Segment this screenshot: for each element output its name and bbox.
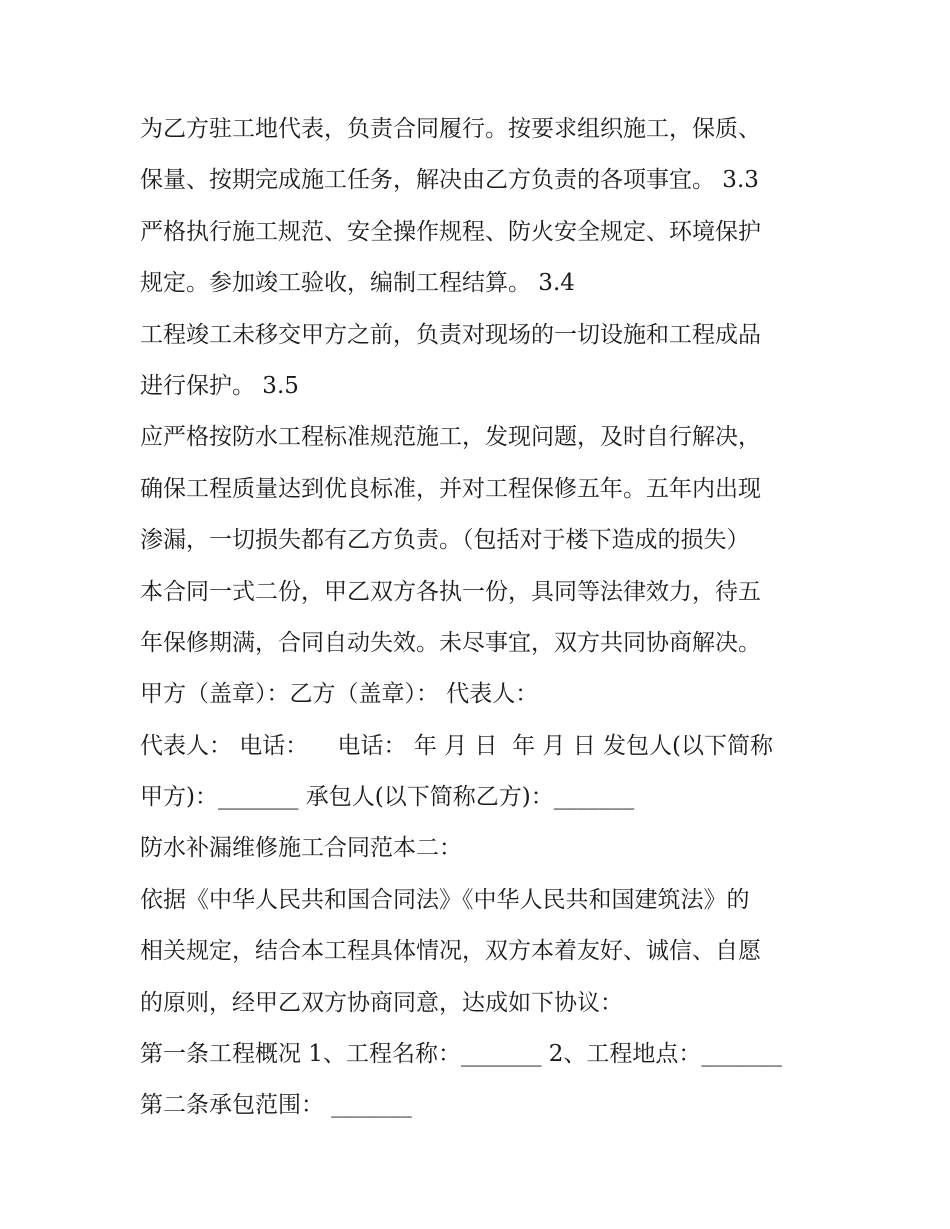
signature-line: 甲方（盖章）：乙方（盖章）： 代表人： (140, 681, 539, 708)
text-line: 相关规定，结合本工程具体情况，双方本着友好、诚信、自愿 (140, 938, 761, 965)
text-line: 的原则，经甲乙双方协商同意，达成如下协议： (140, 989, 623, 1016)
text-line: 为乙方驻工地代表，负责合同履行。按要求组织施工，保质、 (140, 116, 761, 142)
text-line: 本合同一式二份，甲乙双方各执一份，具同等法律效力，待五 (140, 578, 761, 605)
text-line: 应严格按防水工程标准规范施工，发现问题，及时自行解决， (140, 424, 761, 451)
text-line: 进行保护。 3.5 (140, 372, 299, 399)
text-line: 依据《中华人民共和国合同法》《中华人民共和国建筑法》的 (140, 886, 750, 913)
section-title: 防水补漏维修施工合同范本二： (140, 835, 462, 862)
text-line: 年保修期满，合同自动失效。未尽事宜，双方共同协商解决。 (140, 629, 761, 656)
text-line: 工程竣工未移交甲方之前，负责对现场的一切设施和工程成品 (140, 321, 761, 348)
text-line: 规定。参加竣工验收，编制工程结算。 3.4 (140, 270, 575, 297)
party-line: 甲方)：_______ 承包人(以下简称乙方)：_______ (140, 784, 635, 811)
text-line: 保量、按期完成施工任务，解决由乙方负责的各项事宜。 3.3 (140, 167, 759, 194)
article-line: 第二条承包范围： _______ (140, 1092, 412, 1119)
text-line: 确保工程质量达到优良标准，并对工程保修五年。五年内出现 (140, 475, 761, 502)
contract-text (140, 104, 820, 1132)
representative-line: 代表人： 电话： 电话： 年 月 日 年 月 日 发包人(以下简称 (140, 732, 774, 759)
text-line: 严格执行施工规范、安全操作规程、防火安全规定、环境保护 (140, 218, 761, 245)
article-line: 第一条工程概况 1、工程名称：_______ 2、工程地点：_______ (140, 1041, 782, 1068)
text-line: 渗漏，一切损失都有乙方负责。（包括对于楼下造成的损失） (140, 527, 750, 554)
